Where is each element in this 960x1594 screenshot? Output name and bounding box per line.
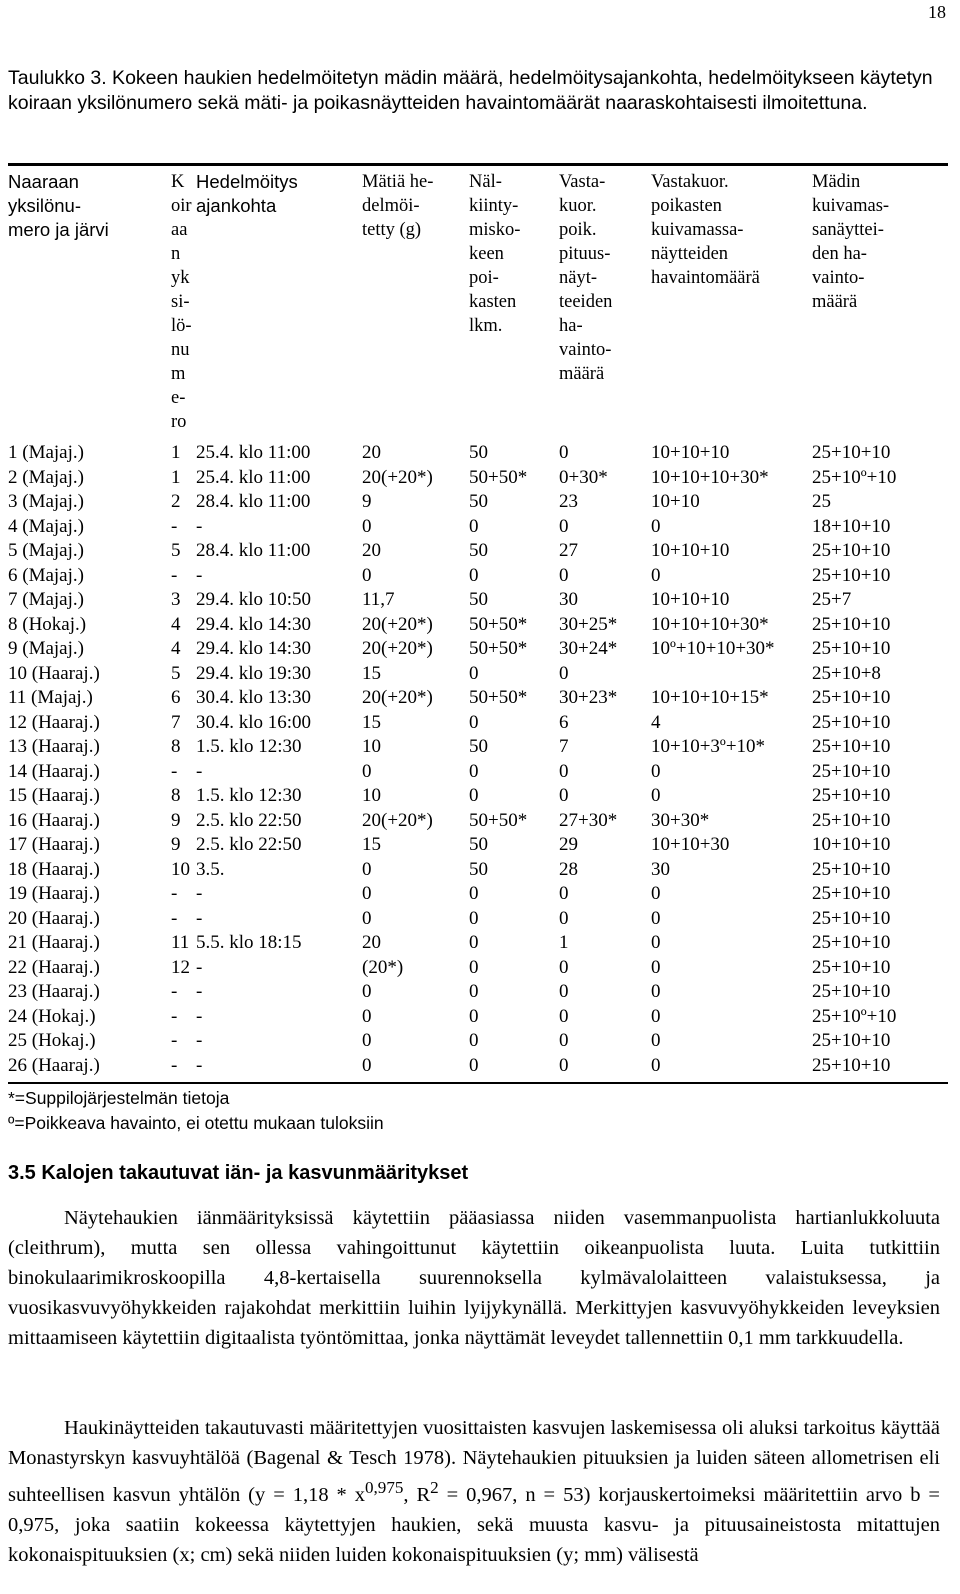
table-row — [0, 980, 960, 1005]
roe-drymass-cell: 25+10+10 — [812, 613, 891, 635]
starvation-count-cell: 50+50* — [469, 638, 528, 659]
length-samples-cell: 0 — [559, 442, 569, 463]
roe-drymass-cell: 25+10+10 — [812, 907, 891, 929]
paragraph-text: = 0,967, n = 53) korjauskertoimeksi määritettiin arvo b = 0,975, joka saatiin kokeessa käytettyjen haukien, sekä muusta kasvu- ja pituusaineistosta mitattujen kokonaispituuksien (x; cm) sekä niiden luiden kokonaispituuksien (y; mm) välisestä — [8, 1483, 940, 1566]
fry-drymass-cell: 0 — [651, 956, 661, 978]
fertilization-time-cell: - — [196, 515, 203, 537]
length-samples-cell: 0 — [559, 662, 569, 684]
male-id-cell: - — [171, 515, 178, 537]
fry-drymass-cell: 0 — [651, 981, 661, 1002]
header-roe-amount: Mätiä he- delmöi- tetty (g) — [362, 172, 434, 240]
roe-drymass-cell: 25+10º+10 — [812, 1005, 897, 1027]
roe-amount-cell: (20*) — [362, 956, 404, 978]
table-row — [0, 711, 960, 736]
starvation-count-cell: 0 — [469, 1030, 479, 1051]
table-body — [0, 441, 960, 1078]
fry-drymass-cell: 30+30* — [651, 809, 710, 831]
fry-drymass-cell: 10+10+3º+10* — [651, 736, 766, 757]
roe-amount-cell: 0 — [362, 760, 372, 782]
female-id-cell: 2 (Majaj.) — [8, 466, 84, 488]
table-row — [0, 637, 960, 662]
fertilization-time-cell: - — [196, 760, 203, 782]
fertilization-time-cell: 2.5. klo 22:50 — [196, 834, 302, 855]
length-samples-cell: 0 — [559, 907, 569, 929]
roe-drymass-cell: 25+10+10 — [812, 711, 891, 733]
male-id-cell: 9 — [171, 834, 181, 855]
table-header — [0, 170, 960, 435]
body-paragraph: Näytehaukien iänmäärityksissä käytettiin pääasiassa niiden vasemmanpuolista hartianlukkoluuta (cleithrum), mutta sen ollessa vahingoittunut käytettiin oikeanpuolista luuta. Luita tutkittiin binokulaarimikroskoopilla 4,8-kertaisella suurennoksella kylmävalolaitteen valaistuksessa, ja vuosikasvuvyöhykkeiden rajakohdat merkittiin luihin lyijykynällä. Merkittyjen kasvuvyöhykkeiden leveyksien mittaamiseen käytettiin digitaalista työntömittaa, jonka näyttämät leveydet tallennettiin 0,1 mm tarkkuudella. — [8, 1207, 940, 1349]
female-id-cell: 18 (Haaraj.) — [8, 858, 100, 880]
fertilization-time-cell: 29.4. klo 10:50 — [196, 589, 312, 610]
male-id-cell: - — [171, 981, 178, 1002]
fertilization-time-cell: - — [196, 907, 203, 929]
fertilization-time-cell: - — [196, 981, 203, 1002]
fertilization-time-cell: 28.4. klo 11:00 — [196, 540, 311, 561]
table-row — [0, 588, 960, 613]
roe-drymass-cell: 18+10+10 — [812, 515, 891, 537]
male-id-cell: 6 — [171, 687, 181, 708]
page-number: 18 — [928, 2, 946, 22]
starvation-count-cell: 50+50* — [469, 687, 528, 708]
roe-drymass-cell: 25+10+10 — [812, 809, 891, 831]
roe-amount-cell: 20 — [362, 442, 381, 463]
table-row — [0, 515, 960, 540]
length-samples-cell: 30+25* — [559, 613, 618, 635]
roe-amount-cell: 15 — [362, 711, 381, 733]
roe-amount-cell: 20(+20*) — [362, 809, 433, 831]
female-id-cell: 23 (Haaraj.) — [8, 981, 100, 1002]
roe-drymass-cell: 25+10+10 — [812, 858, 891, 880]
female-id-cell: 25 (Hokaj.) — [8, 1030, 96, 1051]
female-id-cell: 19 (Haaraj.) — [8, 883, 100, 904]
length-samples-cell: 28 — [559, 858, 578, 880]
roe-drymass-cell: 25+10+10 — [812, 785, 891, 806]
roe-amount-cell: 0 — [362, 564, 372, 586]
length-samples-cell: 0 — [559, 515, 569, 537]
female-id-cell: 17 (Haaraj.) — [8, 834, 100, 855]
female-id-cell: 4 (Majaj.) — [8, 515, 84, 537]
table-row — [0, 882, 960, 907]
header-female-id: Naaraan yksilönu- mero ja järvi — [8, 171, 109, 240]
table-bottom-rule — [8, 1082, 948, 1084]
starvation-count-cell: 50+50* — [469, 466, 528, 488]
male-id-cell: - — [171, 883, 178, 904]
fry-drymass-cell: 0 — [651, 785, 661, 806]
female-id-cell: 20 (Haaraj.) — [8, 907, 100, 929]
length-samples-cell: 23 — [559, 491, 578, 512]
body-paragraph — [8, 1413, 940, 1570]
roe-amount-cell: 15 — [362, 834, 381, 855]
male-id-cell: 4 — [171, 638, 181, 659]
male-id-cell: - — [171, 1030, 178, 1051]
fry-drymass-cell: 0 — [651, 883, 661, 904]
table-row — [0, 858, 960, 883]
fertilization-time-cell: 3.5. — [196, 858, 225, 880]
fertilization-time-cell: 28.4. klo 11:00 — [196, 491, 311, 512]
male-id-cell: 1 — [171, 442, 181, 463]
fry-drymass-cell: 10+10+10 — [651, 442, 730, 463]
starvation-count-cell: 50+50* — [469, 809, 528, 831]
starvation-count-cell: 0 — [469, 883, 479, 904]
roe-amount-cell: 10 — [362, 736, 381, 757]
length-samples-cell: 0 — [559, 1054, 569, 1076]
fry-drymass-cell: 0 — [651, 760, 661, 782]
starvation-count-cell: 0 — [469, 662, 479, 684]
table-row — [0, 1054, 960, 1079]
table-caption: Taulukko 3. Kokeen haukien hedelmöitetyn mädin määrä, hedelmöitysajankohta, hedelmöitykseen käytetyn koiraan yksilönumero sekä mäti- ja poikasnäytteiden havaintomäärät naaraskohtaisesti ilmoitettuna. — [8, 67, 933, 114]
fry-drymass-cell: 0 — [651, 932, 661, 953]
length-samples-cell: 0 — [559, 785, 569, 806]
roe-amount-cell: 0 — [362, 883, 372, 904]
roe-drymass-cell: 25+10+10 — [812, 981, 891, 1002]
starvation-count-cell: 0 — [469, 932, 479, 953]
roe-amount-cell: 10 — [362, 785, 381, 806]
fertilization-time-cell: - — [196, 956, 203, 978]
length-samples-cell: 0+30* — [559, 466, 608, 488]
roe-amount-cell: 0 — [362, 1005, 372, 1027]
roe-amount-cell: 0 — [362, 858, 372, 880]
female-id-cell: 3 (Majaj.) — [8, 491, 84, 512]
section-heading: 3.5 Kalojen takautuvat iän- ja kasvunmääritykset — [8, 1162, 469, 1184]
footnote-degree: º=Poikkeava havainto, ei otettu mukaan tuloksiin — [8, 1113, 384, 1133]
starvation-count-cell: 50+50* — [469, 613, 528, 635]
length-samples-cell: 0 — [559, 1005, 569, 1027]
roe-drymass-cell: 25+10+10 — [812, 638, 891, 659]
female-id-cell: 13 (Haaraj.) — [8, 736, 100, 757]
length-samples-cell: 0 — [559, 956, 569, 978]
male-id-cell: 7 — [171, 711, 181, 733]
fry-drymass-cell: 10+10 — [651, 491, 700, 512]
starvation-count-cell: 50 — [469, 540, 488, 561]
roe-amount-cell: 20(+20*) — [362, 613, 433, 635]
fry-drymass-cell: 10º+10+10+30* — [651, 638, 775, 659]
female-id-cell: 7 (Majaj.) — [8, 589, 84, 610]
roe-amount-cell: 20(+20*) — [362, 687, 433, 708]
fertilization-time-cell: - — [196, 883, 203, 904]
male-id-cell: - — [171, 760, 178, 782]
table-row — [0, 613, 960, 638]
length-samples-cell: 0 — [559, 564, 569, 586]
table-footnotes — [8, 1086, 384, 1136]
starvation-count-cell: 50 — [469, 858, 488, 880]
table-row — [0, 1029, 960, 1054]
length-samples-cell: 29 — [559, 834, 578, 855]
table-row — [0, 662, 960, 687]
paragraph-text: , R — [403, 1483, 431, 1506]
roe-drymass-cell: 25+10º+10 — [812, 466, 897, 488]
fry-drymass-cell: 0 — [651, 564, 661, 586]
table-row — [0, 809, 960, 834]
table-row — [0, 907, 960, 932]
roe-drymass-cell: 25+10+10 — [812, 1054, 891, 1076]
starvation-count-cell: 0 — [469, 907, 479, 929]
female-id-cell: 6 (Majaj.) — [8, 564, 84, 586]
fertilization-time-cell: 1.5. klo 12:30 — [196, 736, 302, 757]
header-length-samples: Vasta- kuor. poik. pituus- näyt- teeiden ha- vainto- määrä — [559, 172, 613, 384]
length-samples-cell: 0 — [559, 981, 569, 1002]
roe-amount-cell: 0 — [362, 907, 372, 929]
length-samples-cell: 0 — [559, 883, 569, 904]
table-row — [0, 931, 960, 956]
female-id-cell: 10 (Haaraj.) — [8, 662, 100, 684]
male-id-cell: - — [171, 907, 178, 929]
male-id-cell: - — [171, 1054, 178, 1076]
roe-amount-cell: 0 — [362, 1054, 372, 1076]
male-id-cell: - — [171, 1005, 178, 1027]
header-male-id: K oir aa n yk si- lö- nu m e- ro — [171, 172, 192, 432]
table-row — [0, 490, 960, 515]
fertilization-time-cell: 25.4. klo 11:00 — [196, 466, 311, 488]
roe-amount-cell: 20 — [362, 932, 381, 953]
female-id-cell: 11 (Majaj.) — [8, 687, 93, 708]
table-row — [0, 466, 960, 491]
roe-drymass-cell: 25+10+10 — [812, 442, 891, 463]
table-row — [0, 441, 960, 466]
table-top-rule — [8, 163, 948, 166]
fertilization-time-cell: 5.5. klo 18:15 — [196, 932, 302, 953]
female-id-cell: 9 (Majaj.) — [8, 638, 84, 659]
roe-amount-cell: 9 — [362, 491, 372, 512]
table-row — [0, 539, 960, 564]
roe-amount-cell: 0 — [362, 981, 372, 1002]
fry-drymass-cell: 4 — [651, 711, 661, 733]
roe-amount-cell: 20 — [362, 540, 381, 561]
table-row — [0, 760, 960, 785]
roe-drymass-cell: 10+10+10 — [812, 834, 891, 855]
fry-drymass-cell: 0 — [651, 1005, 661, 1027]
roe-amount-cell: 0 — [362, 515, 372, 537]
header-fry-drymass-samples: Vastakuor. poikasten kuivamassa- näytteiden havaintomäärä — [651, 172, 760, 288]
fertilization-time-cell: - — [196, 564, 203, 586]
roe-amount-cell: 20(+20*) — [362, 466, 433, 488]
male-id-cell: 10 — [171, 858, 190, 880]
starvation-count-cell: 0 — [469, 956, 479, 978]
fertilization-time-cell: 2.5. klo 22:50 — [196, 809, 302, 831]
starvation-count-cell: 0 — [469, 1005, 479, 1027]
female-id-cell: 21 (Haaraj.) — [8, 932, 100, 953]
paragraph-text: Haukinäytteiden takautuvasti määritettyjen vuosittaisten kasvujen laskemisessa oli aluksi tarkoitus käyttää Monastyrskyn kasvuyhtälöä (Bagenal & Tesch 1978). Näytehaukien pituuksien ja luiden säteen allometrisen eli suhteellisen kasvun yhtälön (y = 1,18 * x — [8, 1417, 940, 1506]
female-id-cell: 26 (Haaraj.) — [8, 1054, 100, 1076]
female-id-cell: 12 (Haaraj.) — [8, 711, 100, 733]
fertilization-time-cell: 29.4. klo 14:30 — [196, 638, 312, 659]
fry-drymass-cell: 10+10+10 — [651, 540, 730, 561]
starvation-count-cell: 0 — [469, 564, 479, 586]
starvation-count-cell: 50 — [469, 834, 488, 855]
length-samples-cell: 30+23* — [559, 687, 618, 708]
roe-drymass-cell: 25+10+10 — [812, 883, 891, 904]
length-samples-cell: 27+30* — [559, 809, 618, 831]
male-id-cell: 2 — [171, 491, 181, 512]
header-fertilization-time: Hedelmöitys ajankohta — [196, 171, 298, 216]
male-id-cell: 11 — [171, 932, 190, 953]
male-id-cell: 5 — [171, 540, 181, 561]
exponent: 0,975 — [364, 1478, 404, 1497]
header-starvation-count: Näl- kiinty- misko- keen poi- kasten lkm. — [469, 172, 521, 336]
footnote-asterisk: *=Suppilojärjestelmän tietoja — [8, 1088, 230, 1108]
male-id-cell: 8 — [171, 736, 181, 757]
fry-drymass-cell: 0 — [651, 515, 661, 537]
male-id-cell: 4 — [171, 613, 181, 635]
table-row — [0, 735, 960, 760]
female-id-cell: 8 (Hokaj.) — [8, 613, 87, 635]
roe-drymass-cell: 25+10+10 — [812, 736, 891, 757]
fry-drymass-cell: 10+10+10 — [651, 589, 730, 610]
male-id-cell: 1 — [171, 466, 181, 488]
length-samples-cell: 27 — [559, 540, 578, 561]
starvation-count-cell: 50 — [469, 589, 488, 610]
length-samples-cell: 1 — [559, 932, 569, 953]
male-id-cell: 12 — [171, 956, 190, 978]
length-samples-cell: 7 — [559, 736, 569, 757]
male-id-cell: 3 — [171, 589, 181, 610]
roe-amount-cell: 11,7 — [362, 589, 395, 610]
starvation-count-cell: 0 — [469, 785, 479, 806]
fry-drymass-cell: 0 — [651, 1030, 661, 1051]
header-roe-drymass-samples: Mädin kuivamas- sanäyttei- den ha- vainto- määrä — [812, 172, 890, 312]
length-samples-cell: 6 — [559, 711, 569, 733]
fry-drymass-cell: 0 — [651, 1054, 661, 1076]
starvation-count-cell: 50 — [469, 442, 488, 463]
female-id-cell: 22 (Haaraj.) — [8, 956, 100, 978]
length-samples-cell: 0 — [559, 760, 569, 782]
roe-drymass-cell: 25+10+10 — [812, 687, 891, 708]
roe-drymass-cell: 25+10+10 — [812, 760, 891, 782]
starvation-count-cell: 50 — [469, 736, 488, 757]
fry-drymass-cell: 10+10+10+30* — [651, 466, 769, 488]
roe-amount-cell: 15 — [362, 662, 381, 684]
roe-drymass-cell: 25+10+10 — [812, 956, 891, 978]
fry-drymass-cell: 0 — [651, 907, 661, 929]
roe-drymass-cell: 25 — [812, 491, 831, 512]
male-id-cell: - — [171, 564, 178, 586]
starvation-count-cell: 50 — [469, 491, 488, 512]
table-row — [0, 686, 960, 711]
table-row — [0, 784, 960, 809]
starvation-count-cell: 0 — [469, 711, 479, 733]
female-id-cell: 16 (Haaraj.) — [8, 809, 100, 831]
roe-drymass-cell: 25+10+8 — [812, 662, 881, 684]
fertilization-time-cell: 29.4. klo 19:30 — [196, 662, 312, 684]
fry-drymass-cell: 30 — [651, 858, 670, 880]
roe-amount-cell: 0 — [362, 1030, 372, 1051]
table-row — [0, 1005, 960, 1030]
roe-drymass-cell: 25+10+10 — [812, 540, 891, 561]
fry-drymass-cell: 10+10+10+30* — [651, 613, 769, 635]
roe-drymass-cell: 25+7 — [812, 589, 852, 610]
fertilization-time-cell: 30.4. klo 16:00 — [196, 711, 312, 733]
female-id-cell: 15 (Haaraj.) — [8, 785, 100, 806]
exponent: 2 — [430, 1478, 439, 1497]
male-id-cell: 9 — [171, 809, 181, 831]
starvation-count-cell: 0 — [469, 981, 479, 1002]
roe-drymass-cell: 25+10+10 — [812, 564, 891, 586]
male-id-cell: 8 — [171, 785, 181, 806]
roe-amount-cell: 20(+20*) — [362, 638, 433, 659]
length-samples-cell: 30 — [559, 589, 578, 610]
starvation-count-cell: 0 — [469, 515, 479, 537]
female-id-cell: 14 (Haaraj.) — [8, 760, 100, 782]
fertilization-time-cell: - — [196, 1005, 203, 1027]
fertilization-time-cell: 25.4. klo 11:00 — [196, 442, 311, 463]
fertilization-time-cell: 30.4. klo 13:30 — [196, 687, 312, 708]
table-row — [0, 564, 960, 589]
female-id-cell: 1 (Majaj.) — [8, 442, 84, 463]
length-samples-cell: 30+24* — [559, 638, 618, 659]
male-id-cell: 5 — [171, 662, 181, 684]
fry-drymass-cell: 10+10+30 — [651, 834, 730, 855]
fertilization-time-cell: 29.4. klo 14:30 — [196, 613, 312, 635]
length-samples-cell: 0 — [559, 1030, 569, 1051]
starvation-count-cell: 0 — [469, 760, 479, 782]
roe-drymass-cell: 25+10+10 — [812, 1030, 891, 1051]
fertilization-time-cell: 1.5. klo 12:30 — [196, 785, 302, 806]
female-id-cell: 5 (Majaj.) — [8, 540, 84, 561]
fertilization-time-cell: - — [196, 1054, 203, 1076]
starvation-count-cell: 0 — [469, 1054, 479, 1076]
table-row — [0, 833, 960, 858]
female-id-cell: 24 (Hokaj.) — [8, 1005, 96, 1027]
table-row — [0, 956, 960, 981]
roe-drymass-cell: 25+10+10 — [812, 932, 891, 953]
fry-drymass-cell: 10+10+10+15* — [651, 687, 769, 708]
fertilization-time-cell: - — [196, 1030, 203, 1051]
